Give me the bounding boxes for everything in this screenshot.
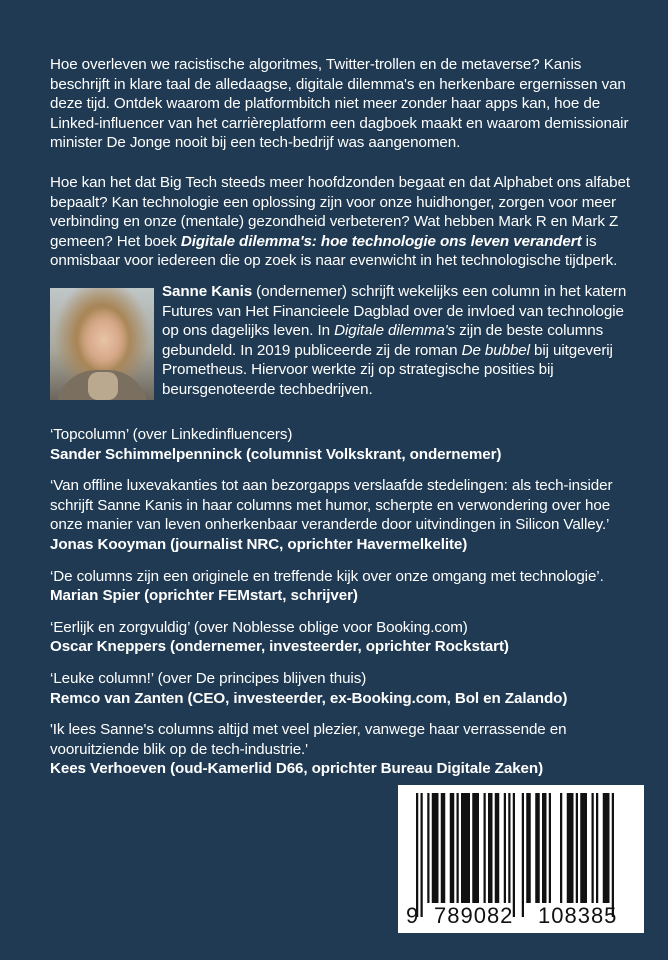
- barcode-bar: [526, 793, 531, 903]
- quote-text: ‘Van offline luxevakanties tot aan bezorgapps verslaafde stedelingen: als tech-insider schrijft Sanne Kanis in haar columns met humor, scherpte en verwondering over hoe onze manier van leven onherkenbaar veranderde door uitvindingen in Silicon Valley.’: [50, 477, 613, 534]
- author-bio-book-title-2: De bubbel: [461, 341, 530, 359]
- author-photo: [50, 288, 154, 400]
- book-title: Digitale dilemma's: hoe technologie ons leven verandert: [180, 232, 582, 250]
- barcode-bar: [567, 793, 574, 903]
- barcode-bar: [461, 793, 470, 903]
- barcode-bar: [488, 793, 493, 903]
- barcode-bar: [576, 793, 578, 903]
- barcode-bar: [580, 793, 587, 903]
- barcode-bar: [484, 793, 486, 903]
- barcode-digits: [398, 903, 644, 929]
- quote-block: [50, 618, 640, 657]
- barcode-group-1: 789082: [434, 903, 514, 928]
- quote-text: ‘Leuke column!’ (over De principes blijven thuis): [50, 669, 367, 687]
- author-bio-part-1: (ondernemer) schrijft wekelijks een column in het katern Futures van Het Financieele Dagblad over de invloed van technologie op ons dagelijks leven. In: [162, 283, 627, 340]
- barcode-bar: [513, 793, 515, 917]
- author-bio-part-2: zijn de beste columns gebundeld. In 2019 publiceerde zij de roman: [162, 322, 604, 359]
- quotes-section: [50, 425, 640, 791]
- isbn-barcode: [398, 785, 644, 933]
- barcode-bar: [495, 793, 500, 903]
- barcode-bar: [416, 793, 418, 917]
- author-bio-part-3: bij uitgeverij Prometheus. Hiervoor werkte zij op strategische posities bij beursgenoteerde techbedrijven.: [162, 341, 613, 398]
- quote-text: ‘Eerlijk en zorgvuldig’ (over Noblesse oblige voor Booking.com): [50, 618, 468, 636]
- barcode-bar: [432, 793, 439, 903]
- barcode-bar: [508, 793, 510, 903]
- barcode-bar: [457, 793, 459, 903]
- barcode-bar: [549, 793, 551, 903]
- author-bio: [162, 282, 630, 400]
- intro-paragraph-2-end: is onmisbaar voor iedereen die op zoek is naar evenwicht in het technologische tijdperk.: [50, 232, 618, 270]
- author-photo-scarf: [88, 372, 118, 400]
- quote-block: [50, 669, 640, 708]
- quote-author: Oscar Kneppers (ondernemer, investeerder, oprichter Rockstart): [50, 638, 509, 656]
- quote-author: Remco van Zanten (CEO, investeerder, ex-Booking.com, Bol en Zalando): [50, 689, 568, 707]
- quote-block: [50, 720, 640, 779]
- quote-block: [50, 425, 640, 464]
- quote-text: ‘Topcolumn’ (over Linkedinfluencers): [50, 426, 293, 443]
- barcode-first-digit: 9: [406, 903, 420, 928]
- intro-paragraph-2-start: Hoe kan het dat Big Tech steeds meer hoofdzonden begaat en dat Alphabet ons alfabet bepaalt? Kan technologie een oplossing zijn voor onze huidhonger, zorgen voor meer verbinding en onze (mentale) gezondheid verbeteren? Wat hebben Mark R en Mark Z gemeen? Het boek: [50, 174, 630, 250]
- quote-text: 'Ik lees Sanne's columns altijd met veel plezier, vanwege haar verrassende en vooruitziende blik op de tech-industrie.': [50, 721, 567, 758]
- quote-block: [50, 567, 640, 606]
- quote-author: Jonas Kooyman (journalist NRC, oprichter Havermelkelite): [50, 535, 468, 553]
- barcode-bar: [596, 793, 598, 903]
- quote-text: ‘De columns zijn een originele en treffende kijk over onze omgang met technologie’.: [50, 567, 604, 585]
- barcode-bar: [427, 793, 429, 903]
- barcode-bar: [441, 793, 446, 903]
- barcode-bar: [535, 793, 540, 903]
- barcode-bar: [542, 793, 547, 903]
- quote-block: [50, 476, 640, 554]
- intro-paragraph-2: [50, 173, 630, 271]
- quote-author: Sander Schimmelpenninck (columnist Volkskrant, ondernemer): [50, 445, 502, 463]
- barcode-bar: [472, 793, 479, 903]
- intro-paragraph-1: Hoe overleven we racistische algoritmes, Twitter-trollen en de metaverse? Kanis beschrijft in klare taal de alledaagse, digitale dilemma's en herkenbare ergernissen van deze tijd. Ontdek waarom de platformbitch niet meer zonder haar apps kan, hoe de Linked-influencer van het carrièreplatform een dagboek maakt en waarom demissionair minister De Jonge nooit bij een tech-bedrijf was aangenomen.: [50, 56, 629, 152]
- author-bio-book-title-1: Digitale dilemma's: [334, 322, 456, 340]
- barcode-bar: [421, 793, 423, 917]
- quote-author: Kees Verhoeven (oud-Kamerlid D66, oprichter Bureau Digitale Zaken): [50, 760, 544, 778]
- barcode-bar: [504, 793, 506, 903]
- quote-author: Marian Spier (oprichter FEMstart, schrijver): [50, 587, 358, 605]
- barcode-bar: [603, 793, 610, 903]
- barcode-group-2: 108385: [538, 903, 618, 928]
- barcode-bar: [592, 793, 594, 903]
- author-section: [50, 283, 630, 408]
- barcode-bar: [522, 793, 524, 917]
- barcode-bar: [450, 793, 455, 903]
- barcode-bar: [612, 793, 614, 917]
- author-name: Sanne Kanis: [162, 283, 253, 300]
- barcode-bar: [560, 793, 562, 903]
